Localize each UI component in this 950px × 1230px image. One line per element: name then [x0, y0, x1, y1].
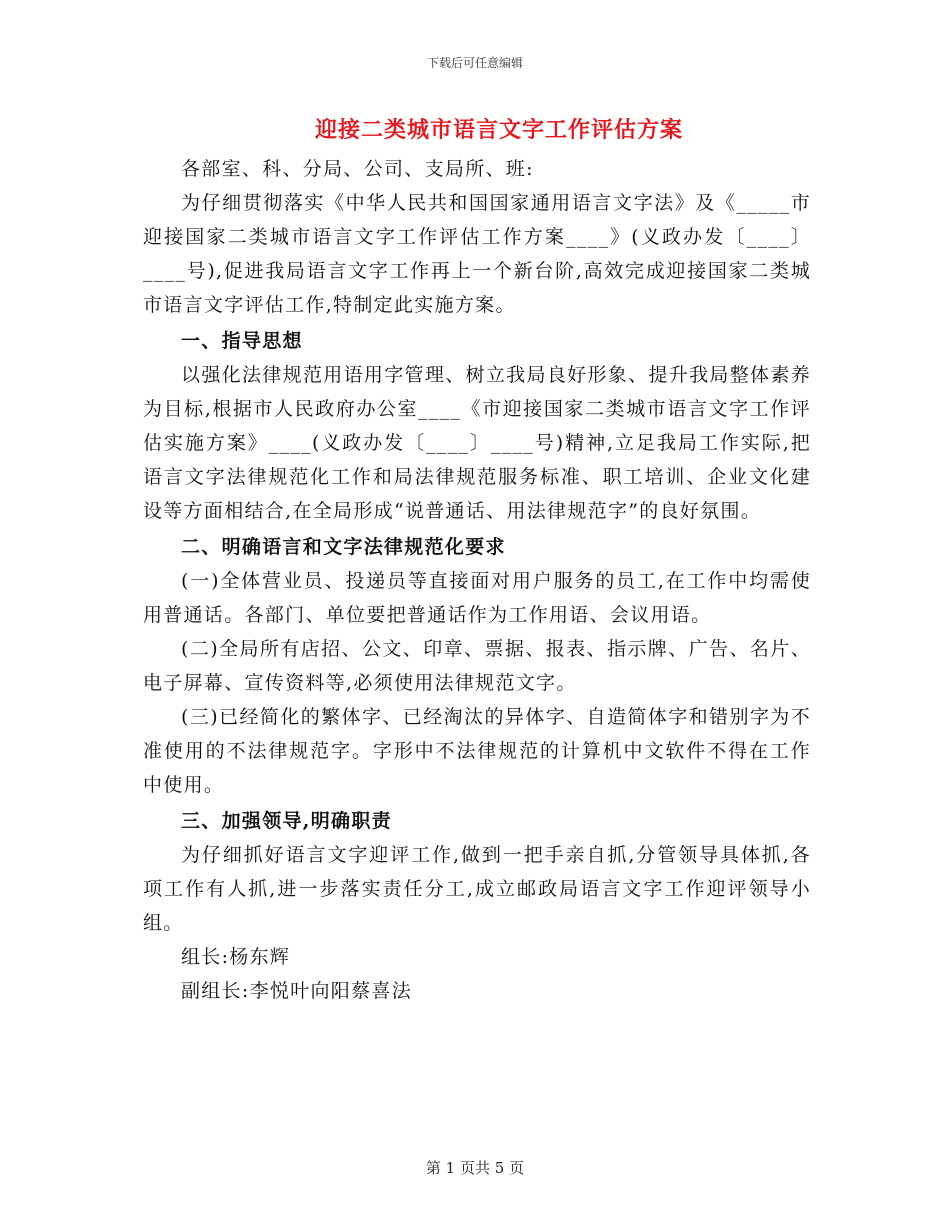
section-heading-2: 二、明确语言和文字法律规范化要求 — [181, 536, 506, 558]
document-body — [143, 152, 811, 1008]
section-2-item-2: (二)全局所有店招、公文、印章、票据、报表、指示牌、广告、名片、电子屏幕、宣传资料等,必须使用法律规范文字。 — [143, 638, 811, 694]
section-heading-3: 三、加强领导,明确职责 — [181, 810, 392, 832]
page-number: 第 1 页共 5 页 — [425, 1159, 525, 1177]
deputy-leader-line: 副组长:李悦叶向阳蔡喜法 — [181, 980, 413, 1002]
intro-paragraph: 为仔细贯彻落实《中华人民共和国国家通用语言文字法》及《_____市迎接国家二类城市语言文字工作评估工作方案____》(义政办发〔____〕____号),促进我局语言文字工作再上一个新台阶,高效完成迎接国家二类城市语言文字评估工作,特制定此实施方案。 — [143, 192, 811, 316]
section-heading-1: 一、指导思想 — [181, 330, 303, 352]
header-note: 下载后可任意编辑 — [426, 56, 523, 70]
document-title: 迎接二类城市语言文字工作评估方案 — [314, 117, 683, 143]
section-1-paragraph: 以强化法律规范用语用字管理、树立我局良好形象、提升我局整体素养为目标,根据市人民政府办公室____《市迎接国家二类城市语言文字工作评估实施方案》____(义政办发〔____〕____号)精神,立足我局工作实际,把语言文字法律规范化工作和局法律规范服务标准、职工培训、企业文化建设等方面相结合,在全局形成“说普通话、用法律规范字”的良好氛围。 — [143, 364, 811, 522]
salutation: 各部室、科、分局、公司、支局所、班: — [181, 158, 534, 180]
section-2-item-3: (三)已经简化的繁体字、已经淘汰的异体字、自造简体字和错别字为不准使用的不法律规范字。字形中不法律规范的计算机中文软件不得在工作中使用。 — [143, 706, 811, 796]
group-leader-line: 组长:杨东辉 — [181, 946, 291, 968]
section-2-item-1: (一)全体营业员、投递员等直接面对用户服务的员工,在工作中均需使用普通话。各部门、单位要把普通话作为工作用语、会议用语。 — [143, 570, 811, 626]
section-3-paragraph: 为仔细抓好语言文字迎评工作,做到一把手亲自抓,分管领导具体抓,各项工作有人抓,进一步落实责任分工,成立邮政局语言文字工作迎评领导小组。 — [143, 844, 811, 934]
